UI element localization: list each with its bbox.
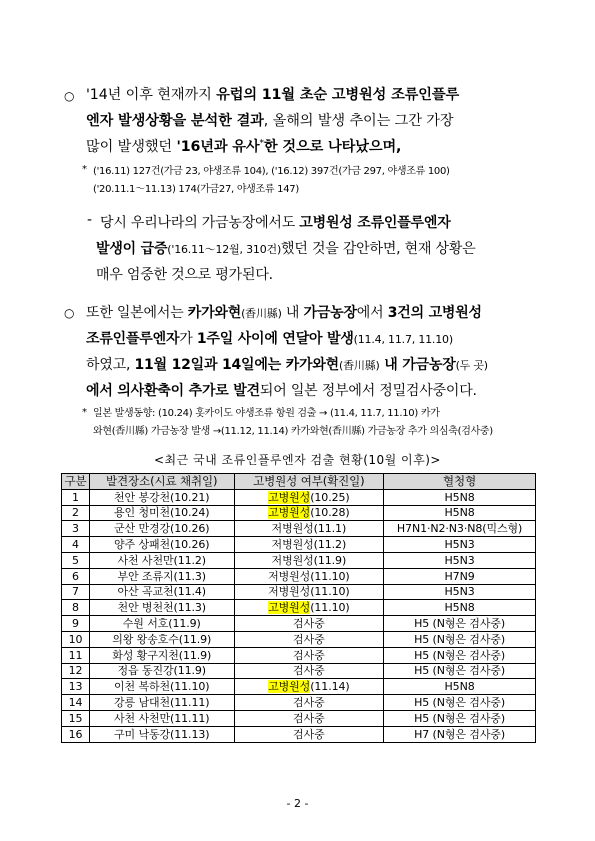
confirmation-date: (10.25)	[310, 490, 350, 504]
table-row	[62, 584, 536, 600]
pathogenicity-cell	[234, 663, 384, 679]
table-row	[62, 489, 536, 505]
text-run: 유럽의 11월 초순 고병원성 조류인플루	[216, 87, 460, 103]
row-number-cell: 5	[62, 552, 90, 568]
pathogenicity-cell	[234, 521, 384, 537]
text-run: 조류인플루엔자	[86, 331, 180, 347]
table-header-row	[62, 474, 536, 490]
table-caption: <최근 국내 조류인플루엔자 검출 현황(10월 이후)>	[154, 453, 441, 467]
text-run: 카가와현	[187, 305, 242, 321]
row-number-cell: 7	[62, 584, 90, 600]
table-row	[62, 647, 536, 663]
text-run: 매우 엄중한 것으로 평가된다.	[96, 267, 273, 283]
text-run: ('16.11～12월, 310건)	[167, 243, 282, 256]
text-run: 고병원성 조류인플루엔자	[299, 215, 451, 231]
location-cell: 이천 복하천(11.10)	[89, 679, 234, 695]
text-run: , 올해의 발생 추이는 그간 가장	[263, 113, 454, 129]
row-number-cell: 16	[62, 726, 90, 742]
text-run: 내	[281, 305, 304, 321]
text-run: 에서 의사환축이 추가로 발견	[86, 383, 260, 399]
pathogenicity-cell	[234, 537, 384, 553]
para3-line4	[86, 380, 477, 400]
text-run: 내 가금농장	[379, 357, 456, 373]
confirmation-date: (11.9)	[313, 553, 347, 567]
note-marker: *	[82, 407, 87, 418]
pathogenicity-cell	[234, 710, 384, 726]
pathogenicity-status: 고병원성	[268, 506, 311, 520]
table-body	[62, 489, 536, 742]
location-cell: 용인 청미천(10.24)	[89, 505, 234, 521]
table-row	[62, 710, 536, 726]
table-header-cell: 혈청형	[384, 474, 536, 490]
pathogenicity-cell	[234, 726, 384, 742]
table-header-cell: 고병원성 여부(확진일)	[234, 474, 384, 490]
pathogenicity-cell	[234, 489, 384, 505]
text-run: 했던 것을 감안하면, 현재 상황은	[281, 241, 476, 257]
serotype-cell: H5N8	[384, 600, 536, 616]
serotype-cell: H5N3	[384, 584, 536, 600]
text-run: (11.4, 11.7, 11.10)	[353, 333, 453, 346]
text-run: 에서	[356, 305, 388, 321]
text-run: 가	[179, 331, 197, 347]
text-run: 또한 일본에서는	[86, 305, 188, 321]
location-cell: 정읍 동진강(11.9)	[89, 663, 234, 679]
row-number-cell: 15	[62, 710, 90, 726]
confirmation-date: (11.10)	[310, 569, 350, 583]
para2-line3	[96, 264, 273, 284]
serotype-cell: H5N8	[384, 679, 536, 695]
table-row	[62, 505, 536, 521]
para2-line1	[100, 212, 451, 232]
pathogenicity-cell	[234, 552, 384, 568]
para1-line1	[86, 84, 459, 104]
pathogenicity-cell	[234, 584, 384, 600]
pathogenicity-status: 검사중	[293, 632, 325, 646]
row-number-cell: 14	[62, 695, 90, 711]
location-cell: 천안 병천천(11.3)	[89, 600, 234, 616]
table-row	[62, 552, 536, 568]
table-row	[62, 726, 536, 742]
pathogenicity-status: 검사중	[293, 648, 325, 662]
pathogenicity-status: 고병원성	[268, 490, 311, 504]
row-number-cell: 1	[62, 489, 90, 505]
location-cell: 의왕 왕송호수(11.9)	[89, 631, 234, 647]
para2-line2	[96, 238, 476, 258]
text-run: 엔자 발생상황을 분석한 결과	[86, 113, 264, 129]
confirmation-date: (11.2)	[313, 538, 347, 552]
pathogenicity-cell	[234, 679, 384, 695]
row-number-cell: 4	[62, 537, 90, 553]
confirmation-date: (10.28)	[310, 506, 350, 520]
confirmation-date: (11.14)	[310, 680, 350, 694]
location-cell: 아산 곡교천(11.4)	[89, 584, 234, 600]
serotype-cell: H5 (N형은 검사중)	[384, 695, 536, 711]
serotype-cell: H7N9	[384, 568, 536, 584]
pathogenicity-status: 검사중	[293, 727, 325, 741]
para1-line3	[86, 136, 401, 156]
pathogenicity-cell	[234, 631, 384, 647]
location-cell: 화성 황구지천(11.9)	[89, 647, 234, 663]
page-number: - 2 -	[286, 797, 309, 810]
text-run: (香川縣)	[241, 307, 282, 320]
pathogenicity-status: 검사중	[293, 711, 325, 725]
pathogenicity-cell	[234, 505, 384, 521]
text-run: 하였고,	[86, 357, 135, 373]
row-number-cell: 6	[62, 568, 90, 584]
location-cell: 수원 서호(11.9)	[89, 616, 234, 632]
location-cell: 부안 조류지(11.3)	[89, 568, 234, 584]
note1-line1: ('16.11) 127건(가금 23, 야생조류 104), ('16.12) 397건(가금 297, 야생조류 100)	[93, 166, 450, 177]
table-row	[62, 663, 536, 679]
location-cell: 사천 사천만(11.2)	[89, 552, 234, 568]
serotype-cell: H7N1·N2·N3·N8(믹스형)	[384, 521, 536, 537]
pathogenicity-status: 검사중	[293, 696, 325, 710]
confirmation-date: (11.1)	[313, 522, 347, 536]
location-cell: 사천 사천만(11.11)	[89, 710, 234, 726]
note2-line2: 와현(香川縣) 가금농장 발생 →(11.12, 11.14) 카가와현(香川縣) 가금농장 추가 의심축(검사중)	[93, 426, 493, 437]
pathogenicity-cell	[234, 616, 384, 632]
para3-line2	[86, 328, 453, 348]
detection-table	[61, 473, 536, 743]
table-row	[62, 600, 536, 616]
para1-line2	[86, 110, 454, 130]
serotype-cell: H5 (N형은 검사중)	[384, 663, 536, 679]
location-cell: 강릉 남대천(11.11)	[89, 695, 234, 711]
text-run: (두 곳)	[455, 359, 488, 372]
serotype-cell: H5N3	[384, 537, 536, 553]
pathogenicity-status: 저병원성	[271, 553, 314, 567]
pathogenicity-status: 저병원성	[271, 538, 314, 552]
text-run: 되어 일본 정부에서 정밀검사중이다.	[259, 383, 477, 399]
note2-line1: 일본 발생동향: (10.24) 홋카이도 야생조류 항원 검출 → (11.4, 11.7, 11.10) 카가	[93, 408, 440, 419]
location-cell: 천안 봉강천(10.21)	[89, 489, 234, 505]
text-run: 11월 12일과 14일에는 카가와현	[134, 357, 339, 373]
row-number-cell: 9	[62, 616, 90, 632]
para3-line3	[86, 354, 488, 374]
text-run: (香川縣)	[339, 359, 380, 372]
pathogenicity-status: 저병원성	[271, 522, 314, 536]
note1-line2: ('20.11.1～11.13) 174(가금27, 야생조류 147)	[93, 184, 299, 195]
pathogenicity-cell	[234, 568, 384, 584]
pathogenicity-status: 저병원성	[268, 569, 311, 583]
pathogenicity-cell	[234, 600, 384, 616]
serotype-cell: H5 (N형은 검사중)	[384, 616, 536, 632]
note-marker: *	[82, 164, 87, 175]
location-cell: 구미 낙동강(11.13)	[89, 726, 234, 742]
text-run: 한 것으로 나타났으며,	[263, 139, 402, 155]
confirmation-date: (11.10)	[310, 585, 350, 599]
table-row	[62, 568, 536, 584]
serotype-cell: H5N8	[384, 489, 536, 505]
row-number-cell: 12	[62, 663, 90, 679]
table-row	[62, 679, 536, 695]
bullet-circle: ○	[64, 306, 75, 320]
location-cell: 양주 상패천(10.26)	[89, 537, 234, 553]
text-run: 1주일 사이에 연달아 발생	[196, 331, 354, 347]
para3-line1	[86, 302, 482, 322]
confirmation-date: (11.10)	[310, 601, 350, 615]
table-row	[62, 616, 536, 632]
text-run: '14년 이후 현재까지	[86, 87, 217, 103]
location-cell: 군산 만경강(10.26)	[89, 521, 234, 537]
row-number-cell: 10	[62, 631, 90, 647]
pathogenicity-status: 검사중	[293, 664, 325, 678]
pathogenicity-status: 검사중	[293, 617, 325, 631]
bullet-circle: ○	[64, 89, 75, 103]
table-row	[62, 695, 536, 711]
serotype-cell: H5N3	[384, 552, 536, 568]
serotype-cell: H7 (N형은 검사중)	[384, 726, 536, 742]
row-number-cell: 8	[62, 600, 90, 616]
table-header-cell: 발견장소(시료 채취일)	[89, 474, 234, 490]
serotype-cell: H5 (N형은 검사중)	[384, 631, 536, 647]
pathogenicity-status: 저병원성	[268, 585, 311, 599]
dash-marker: -	[87, 212, 92, 228]
table-row	[62, 521, 536, 537]
pathogenicity-cell	[234, 695, 384, 711]
text-run: 가금농장	[303, 305, 357, 321]
row-number-cell: 11	[62, 647, 90, 663]
pathogenicity-cell	[234, 647, 384, 663]
serotype-cell: H5N8	[384, 505, 536, 521]
pathogenicity-status: 고병원성	[268, 680, 311, 694]
table-row	[62, 631, 536, 647]
text-run: 3건의 고병원성	[387, 305, 482, 321]
text-run: 발생이 급증	[96, 241, 168, 257]
pathogenicity-status: 고병원성	[268, 601, 311, 615]
row-number-cell: 3	[62, 521, 90, 537]
serotype-cell: H5 (N형은 검사중)	[384, 647, 536, 663]
text-run: *	[259, 138, 264, 149]
table-header-cell: 구분	[62, 474, 90, 490]
text-run: 많이 발생했던	[86, 139, 177, 155]
serotype-cell: H5 (N형은 검사중)	[384, 710, 536, 726]
table-row	[62, 537, 536, 553]
row-number-cell: 2	[62, 505, 90, 521]
row-number-cell: 13	[62, 679, 90, 695]
text-run: '16년과 유사	[176, 139, 260, 155]
text-run: 당시 우리나라의 가금농장에서도	[100, 215, 300, 231]
